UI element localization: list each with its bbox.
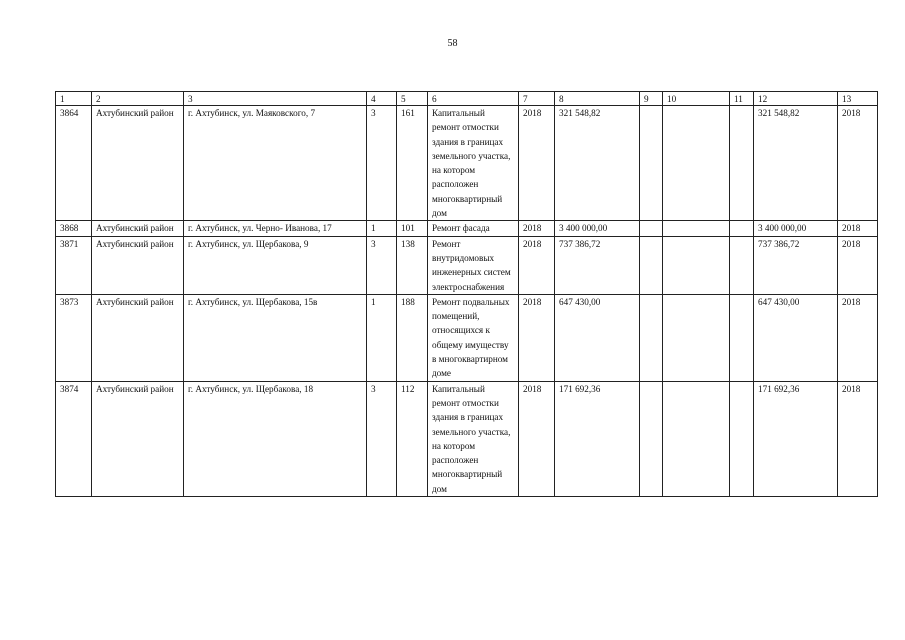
register-table — [55, 91, 878, 497]
cell-col-4: 1 — [367, 294, 397, 381]
total-cost: 3 400 000,00 — [754, 221, 838, 236]
table-row — [56, 236, 878, 294]
cell-col-9 — [640, 236, 663, 294]
work-type: Капитальный ремонт отмостки здания в границах земельного участка, на котором расположен многоквартирный дом — [428, 381, 519, 496]
address: г. Ахтубинск, ул. Щербакова, 18 — [184, 381, 367, 496]
year: 2018 — [519, 381, 555, 496]
cost: 321 548,82 — [555, 106, 640, 221]
column-header: 9 — [640, 92, 663, 106]
record-id: 3871 — [56, 236, 92, 294]
cell-col-11 — [730, 106, 754, 221]
record-id: 3864 — [56, 106, 92, 221]
cost: 3 400 000,00 — [555, 221, 640, 236]
cell-col-10 — [663, 381, 730, 496]
district: Ахтубинский район — [92, 381, 184, 496]
cell-col-5: 138 — [397, 236, 428, 294]
table-row — [56, 294, 878, 381]
district: Ахтубинский район — [92, 106, 184, 221]
cell-col-4: 3 — [367, 106, 397, 221]
table-row — [56, 106, 878, 221]
year: 2018 — [838, 236, 878, 294]
address: г. Ахтубинск, ул. Щербакова, 15в — [184, 294, 367, 381]
year: 2018 — [838, 381, 878, 496]
cell-col-9 — [640, 221, 663, 236]
column-header: 1 — [56, 92, 92, 106]
cell-col-5: 188 — [397, 294, 428, 381]
cell-col-4: 3 — [367, 236, 397, 294]
cell-col-4: 3 — [367, 381, 397, 496]
address: г. Ахтубинск, ул. Щербакова, 9 — [184, 236, 367, 294]
column-header: 10 — [663, 92, 730, 106]
cell-col-10 — [663, 294, 730, 381]
year: 2018 — [838, 106, 878, 221]
column-header: 13 — [838, 92, 878, 106]
year: 2018 — [519, 294, 555, 381]
cell-col-10 — [663, 236, 730, 294]
cell-col-11 — [730, 236, 754, 294]
cell-col-9 — [640, 381, 663, 496]
column-header: 12 — [754, 92, 838, 106]
cell-col-11 — [730, 381, 754, 496]
header-row — [56, 92, 878, 106]
district: Ахтубинский район — [92, 294, 184, 381]
column-header: 4 — [367, 92, 397, 106]
column-header: 8 — [555, 92, 640, 106]
year: 2018 — [519, 221, 555, 236]
work-type: Ремонт фасада — [428, 221, 519, 236]
total-cost: 171 692,36 — [754, 381, 838, 496]
cost: 171 692,36 — [555, 381, 640, 496]
column-header: 5 — [397, 92, 428, 106]
record-id: 3873 — [56, 294, 92, 381]
work-type: Ремонт внутридомовых инженерных систем электроснабжения — [428, 236, 519, 294]
year: 2018 — [519, 106, 555, 221]
work-type: Капитальный ремонт отмостки здания в границах земельного участка, на котором расположен многоквартирный дом — [428, 106, 519, 221]
table-row — [56, 381, 878, 496]
column-header: 11 — [730, 92, 754, 106]
page-number: 58 — [447, 38, 458, 49]
district: Ахтубинский район — [92, 221, 184, 236]
column-header: 2 — [92, 92, 184, 106]
cell-col-9 — [640, 294, 663, 381]
cell-col-5: 161 — [397, 106, 428, 221]
cost: 737 386,72 — [555, 236, 640, 294]
cell-col-4: 1 — [367, 221, 397, 236]
column-header: 3 — [184, 92, 367, 106]
cell-col-5: 112 — [397, 381, 428, 496]
total-cost: 321 548,82 — [754, 106, 838, 221]
cell-col-10 — [663, 221, 730, 236]
column-header: 6 — [428, 92, 519, 106]
address: г. Ахтубинск, ул. Маяковского, 7 — [184, 106, 367, 221]
table-row — [56, 221, 878, 236]
cost: 647 430,00 — [555, 294, 640, 381]
district: Ахтубинский район — [92, 236, 184, 294]
year: 2018 — [838, 221, 878, 236]
cell-col-11 — [730, 221, 754, 236]
record-id: 3868 — [56, 221, 92, 236]
cell-col-5: 101 — [397, 221, 428, 236]
cell-col-10 — [663, 106, 730, 221]
address: г. Ахтубинск, ул. Черно- Иванова, 17 — [184, 221, 367, 236]
record-id: 3874 — [56, 381, 92, 496]
total-cost: 647 430,00 — [754, 294, 838, 381]
total-cost: 737 386,72 — [754, 236, 838, 294]
cell-col-11 — [730, 294, 754, 381]
column-header: 7 — [519, 92, 555, 106]
year: 2018 — [519, 236, 555, 294]
year: 2018 — [838, 294, 878, 381]
cell-col-9 — [640, 106, 663, 221]
work-type: Ремонт подвальных помещений, относящихся к общему имуществу в многоквартирном доме — [428, 294, 519, 381]
